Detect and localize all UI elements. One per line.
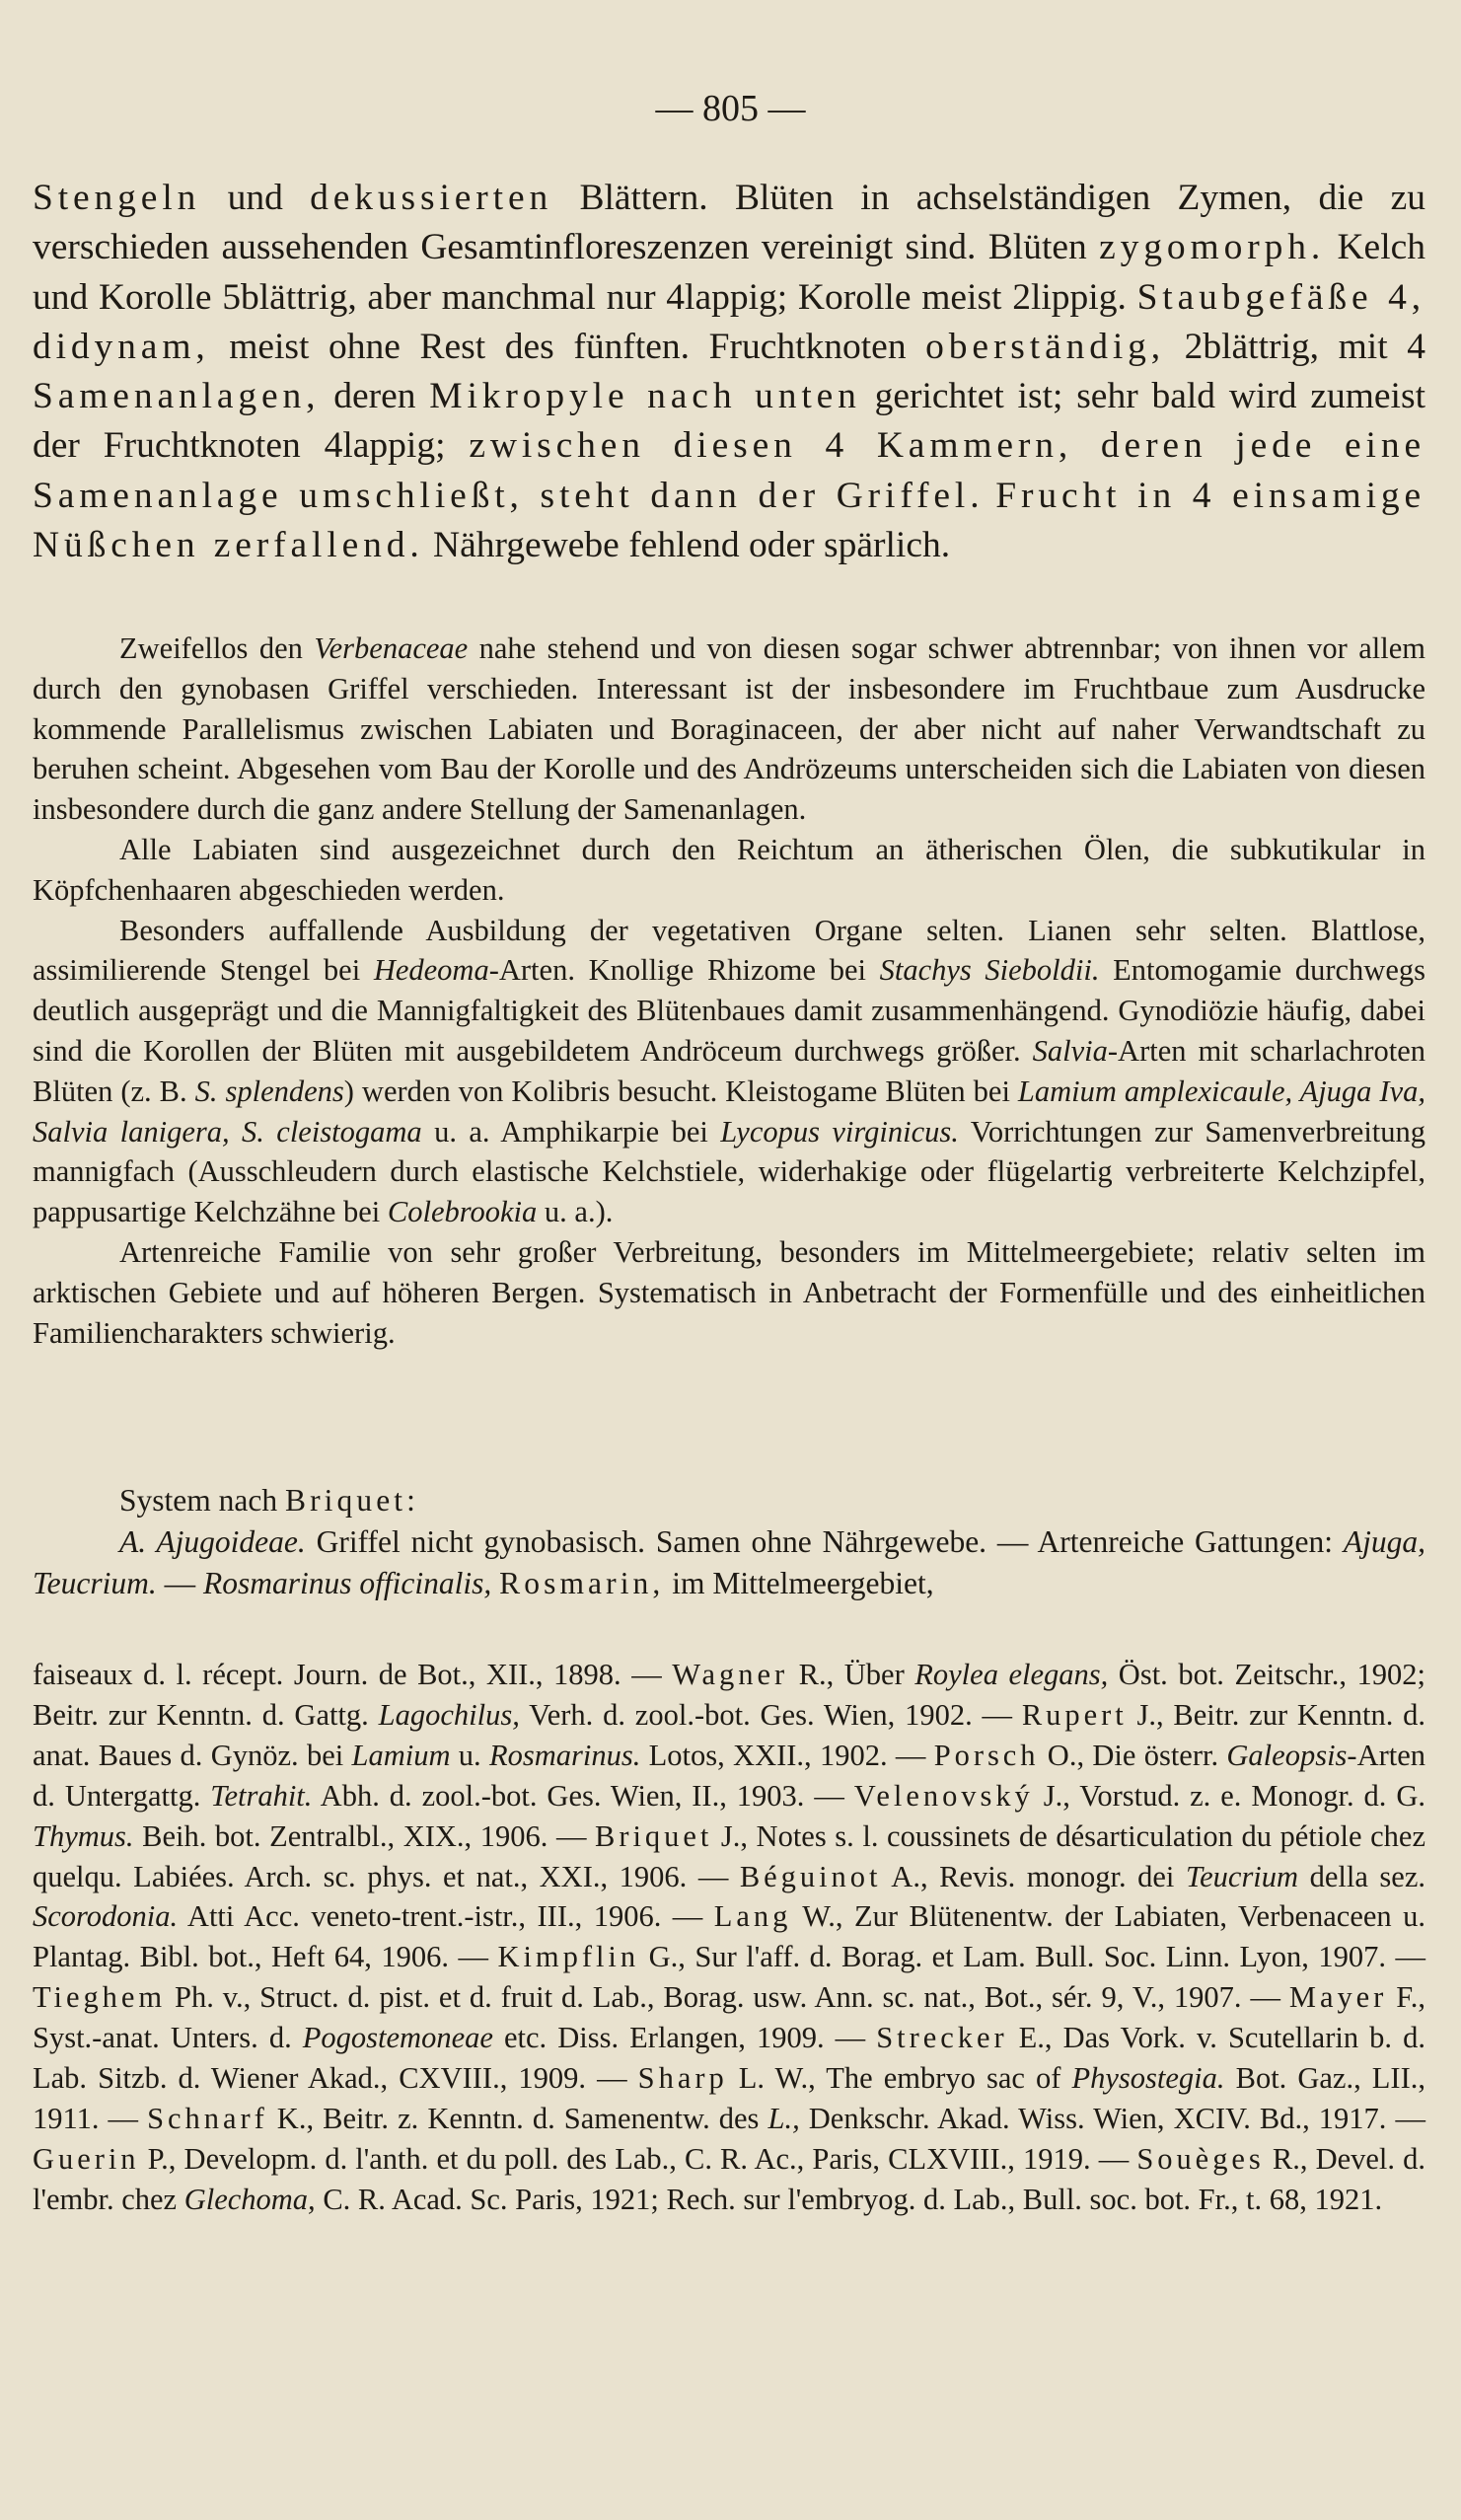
system-heading: System nach Briquet: bbox=[119, 1483, 419, 1518]
main-paragraph: Stengeln und dekussierten Blättern. Blüten in achselständigen Zymen, die zu verschieden aussehenden Gesamtinfloreszenzen vereinigt sind. Blüten zygomorph. Kelch und Korolle 5blättrig, aber manchmal nur 4lappig; Korolle meist 2lippig. Staubgefäße 4, didynam, meist ohne Rest des fünften. Fruchtknoten oberständig, 2blättrig, mit 4 Samenanlagen, deren Mikropyle nach unten gerichtet ist; sehr bald wird zumeist der Fruchtknoten 4lappig; zwischen diesen 4 Kammern, deren jede eine Samenanlage umschließt, steht dann der Griffel. Frucht in 4 einsamige Nüßchen zerfallend. Nährgewebe fehlend oder spärlich. bbox=[33, 178, 1426, 566]
references-footnote: faiseaux d. l. récept. Journ. de Bot., XII., 1898. — Wagner R., Über Roylea elegans, Öst. bot. Zeitschr., 1902; Beitr. zur Kenntn. d. Gattg. Lagochilus, Verh. d. zool.-bot. Ges. Wien, 1902. — Rupert J., Beitr. zur Kenntn. d. anat. Baues d. Gynöz. bei Lamium u. Rosmarinus. Lotos, XXII., 1902. — Porsch O., Die österr. Galeopsis-Arten d. Untergattg. Tetrahit. Abh. d. zool.-bot. Ges. Wien, II., 1903. — Velenovský J., Vorstud. z. e. Monogr. d. G. Thymus. Beih. bot. Zentralbl., XIX., 1906. — Briquet J., Notes s. l. coussinets de désarticulation du pétiole chez quelqu. Labiées. Arch. sc. phys. et nat., XXI., 1906. — Béguinot A., Revis. monogr. dei Teucrium della sez. Scorodonia. Atti Acc. veneto-trent.-istr., III., 1906. — Lang W., Zur Blütenentw. der Labiaten, Verbenaceen u. Plantag. Bibl. bot., Heft 64, 1906. — Kimpflin G., Sur l'aff. d. Borag. et Lam. Bull. Soc. Linn. Lyon, 1907. — Tieghem Ph. v., Struct. d. pist. et d. fruit d. Lab., Borag. usw. Ann. sc. nat., Bot., sér. 9, V., 1907. — Mayer F., Syst.-anat. Unters. d. Pogostemoneae etc. Diss. Erlangen, 1909. — Strecker E., Das Vork. v. Scutellarin b. d. Lab. Sitzb. d. Wiener Akad., CXVIII., 1909. — Sharp L. W., The embryo sac of Physostegia. Bot. Gaz., LII., 1911. — Schnarf K., Beitr. z. Kenntn. d. Samenentw. des L., Denkschr. Akad. Wiss. Wien, XCIV. Bd., 1917. — Guerin P., Developm. d. l'anth. et du poll. des Lab., C. R. Ac., Paris, CLXVIII., 1919. — Souèges R., Devel. d. l'embr. chez Glechoma, C. R. Acad. Sc. Paris, 1921; Rech. sur l'embryog. d. Lab., Bull. soc. bot. Fr., t. 68, 1921. bbox=[33, 1658, 1426, 2216]
commentary-section bbox=[33, 629, 1425, 1353]
system-entry-ajugoideae: A. Ajugoideae. Griffel nicht gynobasisch. Samen ohne Nährgewebe. — Artenreiche Gattungen: Ajuga, Teucrium. — Rosmarinus officinalis, Rosmarin, im Mittelmeergebiet, bbox=[33, 1524, 1425, 1600]
paragraph-relationships: Zweifellos den Verbenaceae nahe stehend und von diesen sogar schwer abtrennbar; von ihnen vor allem durch den gynobasen Griffel verschieden. Interessant ist der insbesondere im Fruchtbaue zum Ausdrucke kommende Parallelismus zwischen Labiaten und Boraginaceen, der aber nicht auf naher Verwandtschaft zu beruhen scheint. Abgesehen vom Bau der Korolle und des Andrözeums unterscheiden sich die Labiaten von diesen insbesondere durch die ganz andere Stellung der Samenanlagen. bbox=[33, 631, 1426, 827]
system-section bbox=[33, 1480, 1425, 1604]
paragraph-morphology: Besonders auffallende Ausbildung der vegetativen Organe selten. Lianen sehr selten. Blattlose, assimilierende Stengel bei Hedeoma-Arten. Knollige Rhizome bei Stachys Sieboldii. Entomogamie durchwegs deutlich ausgeprägt und die Mannigfaltigkeit des Blütenbaues damit zusammenhängend. Gynodiözie häufig, dabei sind die Korollen der Blüten mit ausgebildetem Andröceum durchwegs größer. Salvia-Arten mit scharlachroten Blüten (z. B. S. splendens) werden von Kolibris besucht. Kleistogame Blüten bei Lamium amplexicaule, Ajuga Iva, Salvia lanigera, S. cleistogama u. a. Amphikarpie bei Lycopus virginicus. Vorrichtungen zur Samenverbreitung mannigfach (Ausschleudern durch elastische Kelchstiele, widerhakige oder flügelartig verbreiterte Kelchzipfel, pappusartige Kelchzähne bei Colebrookia u. a.). bbox=[33, 913, 1426, 1229]
paragraph-distribution: Artenreiche Familie von sehr großer Verbreitung, besonders im Mittelmeergebiete; relativ selten im arktischen Gebiete und auf höheren Bergen. Systematisch in Anbetracht der Formenfülle und des einheitlichen Familiencharakters schwierig. bbox=[33, 1234, 1425, 1350]
page-number: — 805 — bbox=[655, 88, 806, 129]
paragraph-oils: Alle Labiaten sind ausgezeichnet durch den Reichtum an ätherischen Ölen, die subkutikular in Köpfchenhaaren abgeschieden werden. bbox=[33, 832, 1425, 907]
